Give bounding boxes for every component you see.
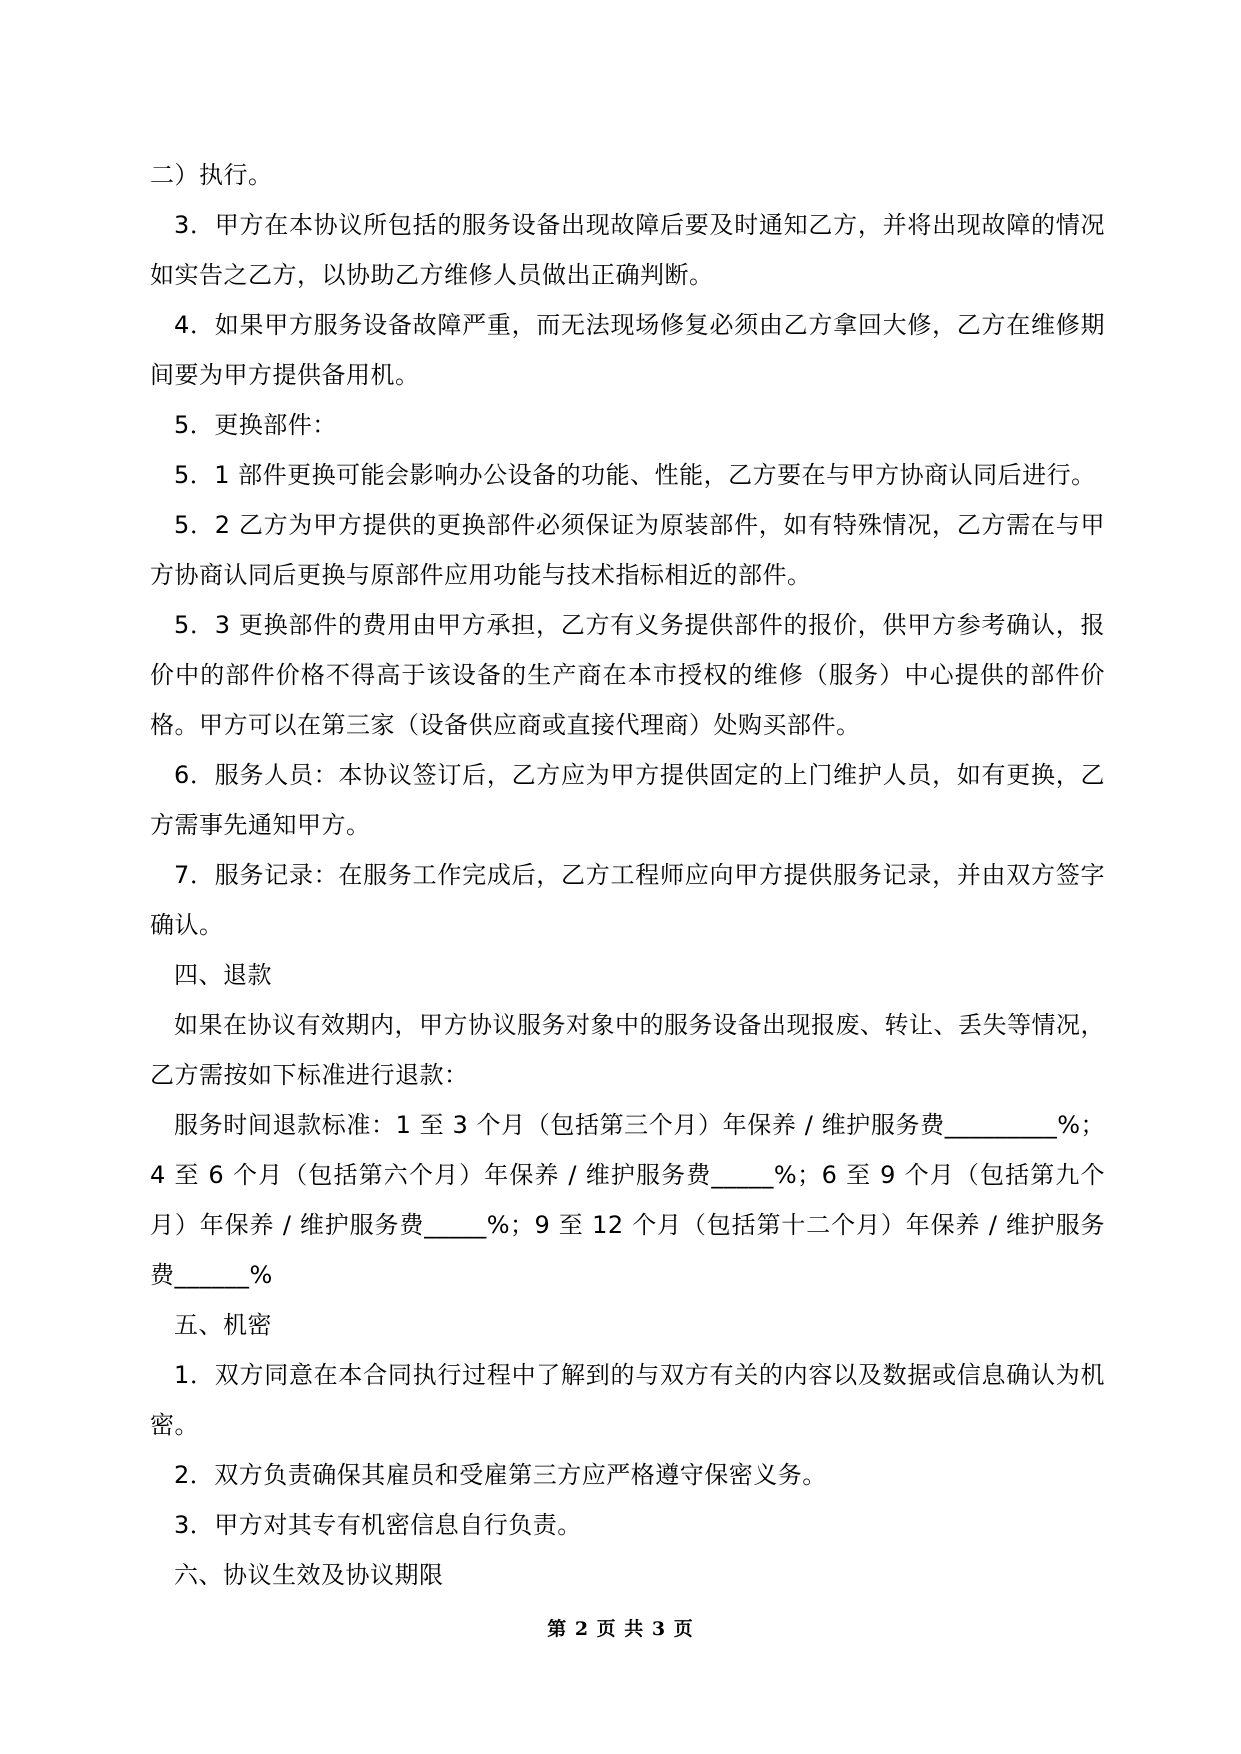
paragraph: 5．更换部件：	[174, 411, 337, 439]
paragraph: 如果在协议有效期内，甲方协议服务对象中的服务设备出现报废、转让、丢失等情况，乙方需按如下标准进行退款：	[150, 1011, 1105, 1089]
paragraph: 2．双方负责确保其雇员和受雇第三方应严格遵守保密义务。	[174, 1461, 827, 1489]
paragraph: 服务时间退款标准：1 至 3 个月（包括第三个月）年保养 / 维护服务费_________%；4 至 6 个月（包括第六个月）年保养 / 维护服务费_____%；6 至 9 个月（包括第九个月）年保养 / 维护服务费_____%；9 至 12 个月（包括第十二个月）年保养 / 维护服务费______%	[150, 1111, 1105, 1289]
paragraph: 5．1 部件更换可能会影响办公设备的功能、性能，乙方要在与甲方协商认同后进行。	[174, 461, 1096, 489]
paragraph: 5．2 乙方为甲方提供的更换部件必须保证为原装部件，如有特殊情况，乙方需在与甲方协商认同后更换与原部件应用功能与技术指标相近的部件。	[150, 511, 1105, 589]
paragraph: 4．如果甲方服务设备故障严重，而无法现场修复必须由乙方拿回大修，乙方在维修期间要为甲方提供备用机。	[150, 311, 1105, 389]
paragraph: 3．甲方对其专有机密信息自行负责。	[174, 1511, 582, 1539]
section-heading: 六、协议生效及协议期限	[174, 1561, 444, 1589]
paragraph: 1．双方同意在本合同执行过程中了解到的与双方有关的内容以及数据或信息确认为机密。	[150, 1361, 1105, 1439]
document-body	[150, 150, 1105, 1600]
paragraph: 3．甲方在本协议所包括的服务设备出现故障后要及时通知乙方，并将出现故障的情况如实告之乙方，以协助乙方维修人员做出正确判断。	[150, 211, 1105, 289]
page-number-footer: 第 2 页 共 3 页	[547, 1618, 694, 1640]
section-heading: 四、退款	[174, 961, 272, 989]
paragraph: 5．3 更换部件的费用由甲方承担，乙方有义务提供部件的报价，供甲方参考确认，报价中的部件价格不得高于该设备的生产商在本市授权的维修（服务）中心提供的部件价格。甲方可以在第三家（设备供应商或直接代理商）处购买部件。	[150, 611, 1105, 739]
paragraph: 6．服务人员：本协议签订后，乙方应为甲方提供固定的上门维护人员，如有更换，乙方需事先通知甲方。	[150, 761, 1105, 839]
section-heading: 五、机密	[174, 1311, 272, 1339]
paragraph: 7．服务记录：在服务工作完成后，乙方工程师应向甲方提供服务记录，并由双方签字确认。	[150, 861, 1105, 939]
paragraph: 二）执行。	[150, 161, 273, 189]
